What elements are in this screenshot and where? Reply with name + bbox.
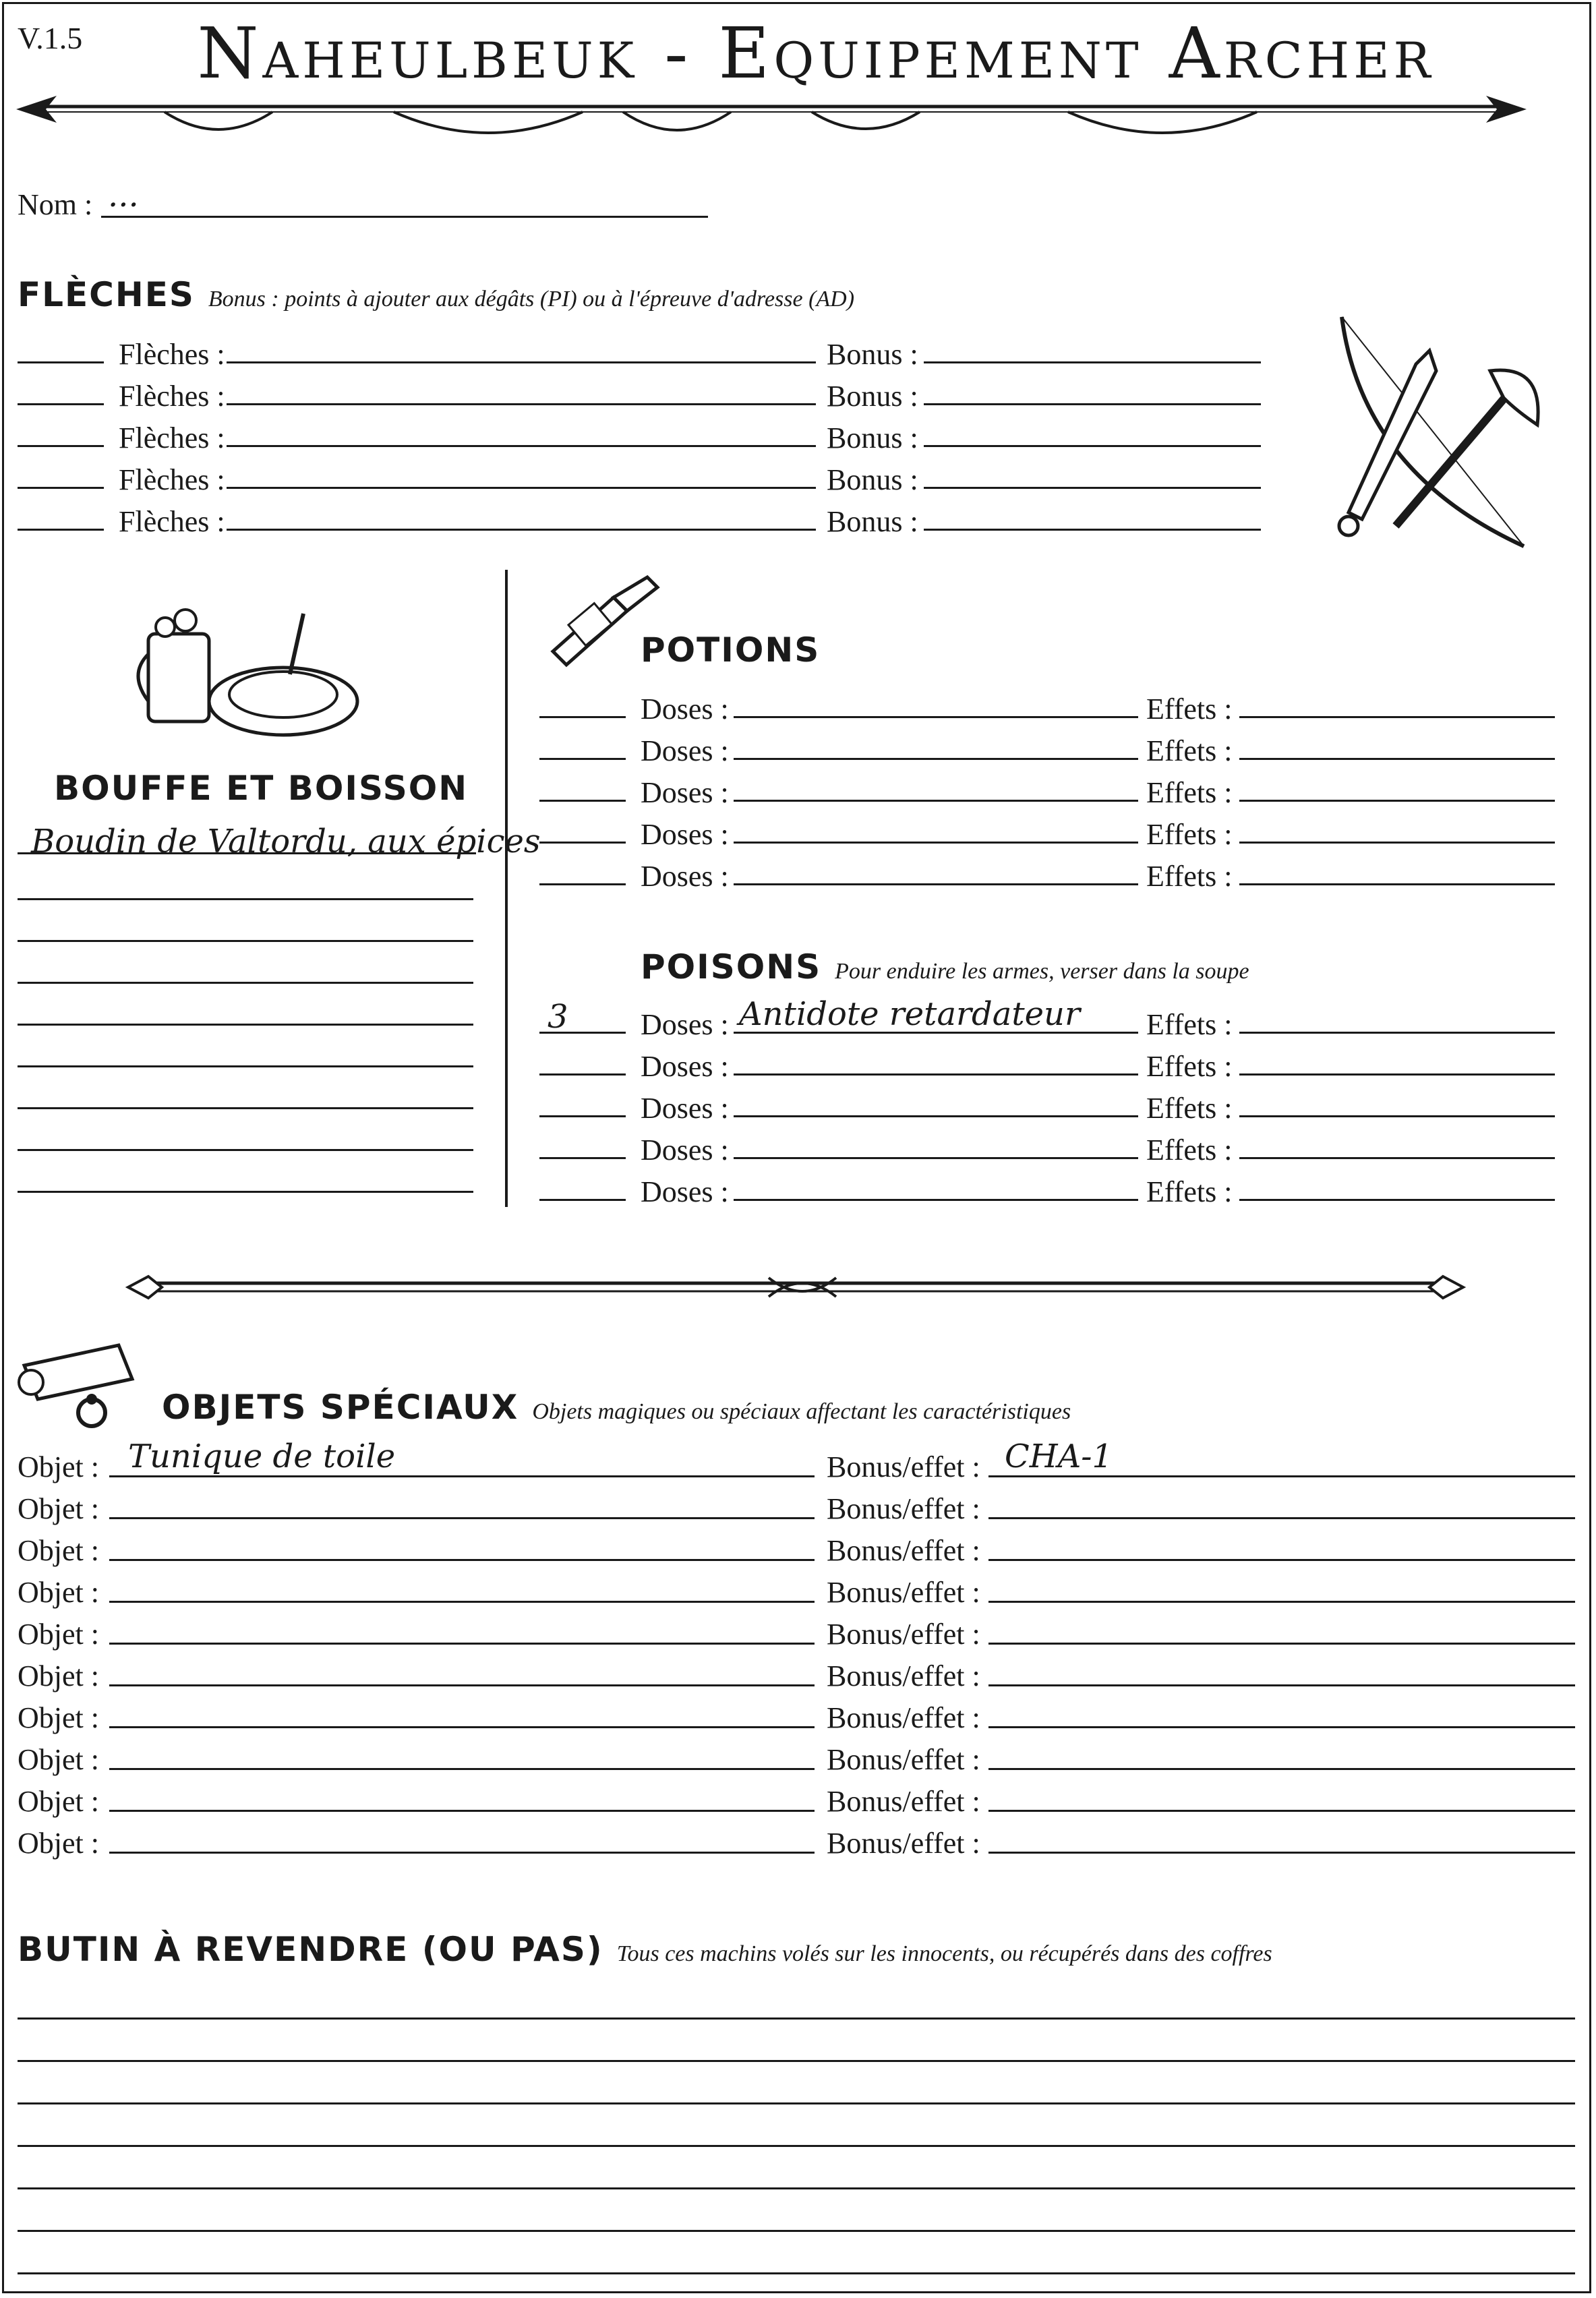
poisons-effets-label: Effets :: [1146, 1175, 1233, 1208]
potions-doses-field[interactable]: [734, 883, 1138, 885]
objet-field[interactable]: [109, 1768, 815, 1770]
fleches-title: FLÈCHES Bonus : points à ajouter aux dégâts (PI) ou à l'épreuve d'adresse (AD): [18, 275, 855, 314]
objet-bonus-field[interactable]: [988, 1559, 1575, 1561]
scroll-ring-icon: [18, 1338, 159, 1433]
column-divider: [505, 570, 508, 1207]
nom-field[interactable]: [101, 216, 708, 218]
potions-title: POTIONS: [641, 630, 821, 670]
potions-effets-field[interactable]: [1239, 716, 1555, 718]
bouffe-line[interactable]: [18, 982, 473, 984]
fleches-bonus-label: Bonus :: [827, 421, 918, 454]
poisons-qty-field[interactable]: [539, 1115, 626, 1117]
bouffe-line[interactable]: [18, 1191, 473, 1193]
objet-bonus-field[interactable]: [988, 1810, 1575, 1812]
objets-title: OBJETS SPÉCIAUX Objets magiques ou spéciaux affectant les caractéristiques: [162, 1388, 1071, 1427]
objet-field[interactable]: [109, 1517, 815, 1519]
page-title: Naheulbeuk - Equipement Archer: [197, 12, 1435, 94]
fleches-label: Flèches :: [119, 380, 225, 413]
version-label: V.1.5: [18, 21, 83, 55]
potions-doses-label: Doses :: [641, 734, 729, 767]
objet-bonus-field[interactable]: [988, 1852, 1575, 1854]
fleches-bonus-label: Bonus :: [827, 505, 918, 538]
poisons-doses-label: Doses :: [641, 1008, 729, 1041]
objet-bonus-label: Bonus/effet :: [827, 1534, 980, 1567]
crossed-weapons-icon: [1322, 310, 1564, 553]
poisons-title: POISONS Pour enduire les armes, verser dans la soupe: [641, 947, 1249, 986]
poisons-doses-label: Doses :: [641, 1133, 729, 1167]
objet-bonus-field[interactable]: [988, 1517, 1575, 1519]
objet-first-value: Tunique de toile: [128, 1438, 396, 1475]
butin-line[interactable]: [18, 2145, 1575, 2147]
objet-label: Objet :: [18, 1743, 99, 1776]
butin-line[interactable]: [18, 2272, 1575, 2274]
poisons-qty-field[interactable]: [539, 1073, 626, 1076]
potions-qty-field[interactable]: [539, 800, 626, 802]
objet-bonus-label: Bonus/effet :: [827, 1659, 980, 1692]
fleches-label: Flèches :: [119, 338, 225, 371]
potions-qty-field[interactable]: [539, 716, 626, 718]
fleches-bonus-field[interactable]: [924, 529, 1261, 531]
objet-bonus-label: Bonus/effet :: [827, 1576, 980, 1609]
potions-effets-label: Effets :: [1146, 693, 1233, 726]
potions-effets-label: Effets :: [1146, 776, 1233, 809]
potions-effets-field[interactable]: [1239, 883, 1555, 885]
poisons-qty-field[interactable]: [539, 1199, 626, 1201]
objet-bonus-label: Bonus/effet :: [827, 1743, 980, 1776]
poisons-doses-field[interactable]: [734, 1157, 1138, 1159]
objet-bonus-label: Bonus/effet :: [827, 1785, 980, 1818]
fleches-bonus-label: Bonus :: [827, 463, 918, 496]
poisons-effets-field[interactable]: [1239, 1199, 1555, 1201]
objet-bonus-field[interactable]: [988, 1684, 1575, 1686]
objet-bonus-field[interactable]: [988, 1726, 1575, 1728]
butin-line[interactable]: [18, 2017, 1575, 2020]
potions-effets-field[interactable]: [1239, 842, 1555, 844]
staff-divider-icon: [128, 1264, 1463, 1312]
objet-label: Objet :: [18, 1576, 99, 1609]
bouffe-line[interactable]: [18, 940, 473, 942]
objet-field[interactable]: [109, 1726, 815, 1728]
poisons-effets-field[interactable]: [1239, 1157, 1555, 1159]
bouffe-line[interactable]: [18, 898, 473, 900]
fleches-bonus-field[interactable]: [924, 361, 1261, 363]
poisons-doses-field[interactable]: [734, 1199, 1138, 1201]
fleches-bonus-label: Bonus :: [827, 338, 918, 371]
fleches-label: Flèches :: [119, 505, 225, 538]
poisons-effets-field[interactable]: [1239, 1073, 1555, 1076]
poisons-effets-label: Effets :: [1146, 1133, 1233, 1167]
objet-bonus-field[interactable]: [988, 1768, 1575, 1770]
fleches-label: Flèches :: [119, 421, 225, 454]
objet-label: Objet :: [18, 1701, 99, 1734]
nom-label: Nom :: [18, 188, 93, 221]
objet-label: Objet :: [18, 1827, 99, 1860]
potions-doses-label: Doses :: [641, 693, 729, 726]
potions-doses-label: Doses :: [641, 860, 729, 893]
potions-effets-field[interactable]: [1239, 800, 1555, 802]
objet-bonus-label: Bonus/effet :: [827, 1492, 980, 1525]
fleches-field[interactable]: [227, 445, 816, 447]
objet-bonus-label: Bonus/effet :: [827, 1827, 980, 1860]
fleches-bonus-label: Bonus :: [827, 380, 918, 413]
potions-doses-field[interactable]: [734, 842, 1138, 844]
objet-label: Objet :: [18, 1492, 99, 1525]
fleches-label: Flèches :: [119, 463, 225, 496]
poisons-first-name: Antidote retardateur: [739, 995, 1080, 1033]
butin-line[interactable]: [18, 2060, 1575, 2062]
fleches-qty-field[interactable]: [18, 403, 104, 405]
objet-field[interactable]: [109, 1559, 815, 1561]
nom-value: ...: [108, 177, 139, 214]
fleches-qty-field[interactable]: [18, 445, 104, 447]
bouffe-first-entry: Boudin de Valtordu, aux épices: [31, 823, 541, 860]
objet-bonus-label: Bonus/effet :: [827, 1701, 980, 1734]
potions-effets-field[interactable]: [1239, 758, 1555, 760]
butin-line[interactable]: [18, 2230, 1575, 2232]
objet-field[interactable]: [109, 1475, 815, 1477]
objet-field[interactable]: [109, 1684, 815, 1686]
bouffe-line[interactable]: [18, 1065, 473, 1067]
fleches-bonus-field[interactable]: [924, 487, 1261, 489]
objet-bonus-label: Bonus/effet :: [827, 1618, 980, 1651]
fleches-qty-field[interactable]: [18, 361, 104, 363]
fleches-qty-field[interactable]: [18, 487, 104, 489]
potions-doses-field[interactable]: [734, 758, 1138, 760]
fleches-field[interactable]: [227, 361, 816, 363]
potions-effets-label: Effets :: [1146, 818, 1233, 851]
fleches-field[interactable]: [227, 529, 816, 531]
objet-label: Objet :: [18, 1659, 99, 1692]
fleches-field[interactable]: [227, 487, 816, 489]
objet-bonus-label: Bonus/effet :: [827, 1450, 980, 1483]
objet-field[interactable]: [109, 1852, 815, 1854]
fleches-bonus-field[interactable]: [924, 445, 1261, 447]
bouffe-line[interactable]: [18, 1024, 473, 1026]
poisons-effets-label: Effets :: [1146, 1092, 1233, 1125]
potions-qty-field[interactable]: [539, 883, 626, 885]
poisons-effets-label: Effets :: [1146, 1050, 1233, 1083]
poisons-first-qty: 3: [548, 998, 568, 1036]
fleches-bonus-field[interactable]: [924, 403, 1261, 405]
bouffe-line[interactable]: [18, 1149, 473, 1151]
potions-doses-label: Doses :: [641, 818, 729, 851]
objet-label: Objet :: [18, 1785, 99, 1818]
poisons-doses-label: Doses :: [641, 1092, 729, 1125]
objet-field[interactable]: [109, 1601, 815, 1603]
poisons-doses-label: Doses :: [641, 1050, 729, 1083]
poisons-effets-field[interactable]: [1239, 1032, 1555, 1034]
bouffe-line[interactable]: [18, 852, 476, 854]
objet-bonus-field[interactable]: [988, 1601, 1575, 1603]
objet-label: Objet :: [18, 1450, 99, 1483]
objet-field[interactable]: [109, 1810, 815, 1812]
poisons-doses-field[interactable]: [734, 1073, 1138, 1076]
butin-title: BUTIN À REVENDRE (OU PAS) Tous ces machins volés sur les innocents, ou récupérés dans des coffres: [18, 1930, 1272, 1969]
poisons-doses-label: Doses :: [641, 1175, 729, 1208]
butin-line[interactable]: [18, 2187, 1575, 2189]
fleches-qty-field[interactable]: [18, 529, 104, 531]
potions-doses-label: Doses :: [641, 776, 729, 809]
food-drink-icon: [135, 593, 357, 742]
poisons-effets-label: Effets :: [1146, 1008, 1233, 1041]
objet-label: Objet :: [18, 1618, 99, 1651]
objet-field[interactable]: [109, 1643, 815, 1645]
objet-bonus-field[interactable]: [988, 1643, 1575, 1645]
bouffe-title: BOUFFE ET BOISSON: [54, 769, 469, 808]
potions-effets-label: Effets :: [1146, 734, 1233, 767]
spear-divider-icon: [16, 86, 1527, 147]
bouffe-line[interactable]: [18, 1107, 473, 1109]
objet-first-bonus: CHA-1: [1005, 1438, 1113, 1475]
potions-qty-field[interactable]: [539, 758, 626, 760]
potions-doses-field[interactable]: [734, 800, 1138, 802]
poisons-doses-field[interactable]: [734, 1115, 1138, 1117]
objet-label: Objet :: [18, 1534, 99, 1567]
potions-doses-field[interactable]: [734, 716, 1138, 718]
potions-effets-label: Effets :: [1146, 860, 1233, 893]
poisons-effets-field[interactable]: [1239, 1115, 1555, 1117]
poisons-qty-field[interactable]: [539, 1157, 626, 1159]
butin-line[interactable]: [18, 2102, 1575, 2104]
fleches-field[interactable]: [227, 403, 816, 405]
objet-bonus-field[interactable]: [988, 1475, 1575, 1477]
potions-qty-field[interactable]: [539, 842, 626, 844]
